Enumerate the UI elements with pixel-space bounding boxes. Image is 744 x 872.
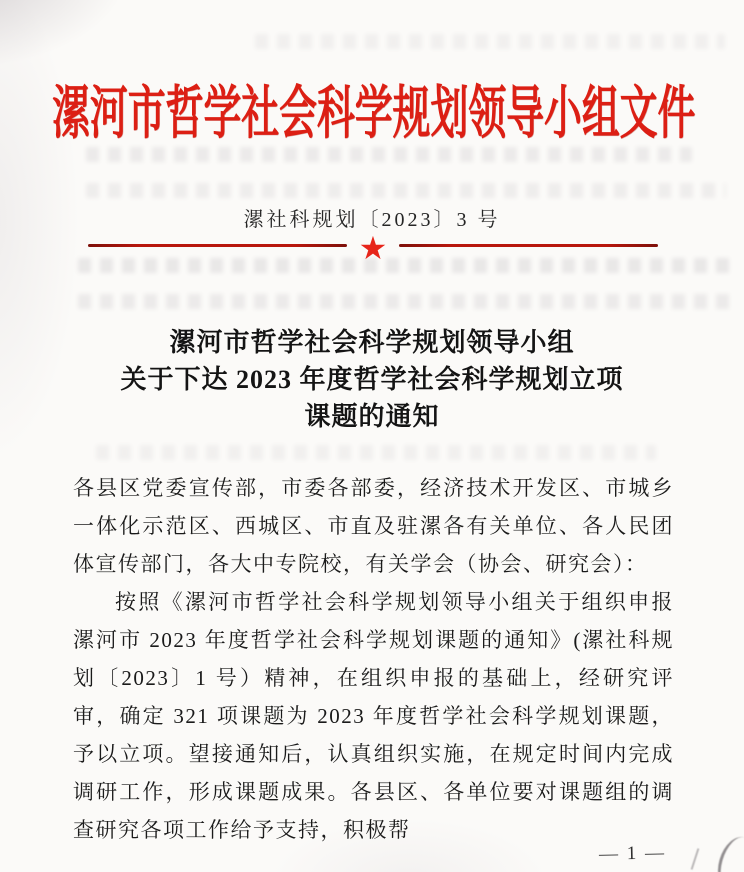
- scan-bleed-artifact: [78, 294, 738, 309]
- body-paragraph: 按照《漯河市哲学社会科学规划领导小组关于组织申报漯河市 2023 年度哲学社会科学规划课题的通知》(漯社科规划〔2023〕1 号）精神，在组织申报的基础上，经研究评审，确定 321 项课题为 2023 年度哲学社会科学规划课题，予以立项。望接通知后，认真组织实施，在规定时间内完成调研工作，形成课题成果。各县区、各单位要对课题组的调查研究各项工作给予支持，积极帮: [73, 590, 674, 842]
- scan-bleed-artifact: [86, 183, 726, 198]
- red-rule-right: [399, 244, 658, 247]
- star-icon: ★: [358, 229, 388, 267]
- scan-bleed-artifact: [96, 445, 656, 460]
- document-header-title: 漯河市哲学社会科学规划领导小组文件: [52, 81, 696, 146]
- red-divider: [88, 229, 658, 267]
- notice-title: [0, 324, 744, 435]
- document-body: [73, 469, 674, 849]
- scan-bleed-artifact: [255, 34, 725, 49]
- notice-title-line-1: 漯河市哲学社会科学规划领导小组: [169, 328, 575, 357]
- notice-title-line-3: 课题的通知: [304, 402, 440, 431]
- document-number: 漯社科规划〔2023〕3 号: [243, 209, 501, 231]
- red-rule-left: [88, 244, 347, 247]
- scan-bleed-artifact: [78, 258, 730, 273]
- recipients-paragraph: 各县区党委宣传部，市委各部委，经济技术开发区、市城乡一体化示范区、西城区、市直及驻漯各有关单位、各人民团体宣传部门，各大中专院校，有关学会（协会、研究会）：: [73, 476, 674, 576]
- scan-mark-artifact: [691, 848, 700, 870]
- notice-title-line-2: 关于下达 2023 年度哲学社会科学规划立项: [120, 365, 624, 394]
- page-number: — 1 —: [598, 842, 667, 865]
- scan-bleed-artifact: [86, 147, 692, 162]
- scan-corner-artifact: [712, 833, 744, 872]
